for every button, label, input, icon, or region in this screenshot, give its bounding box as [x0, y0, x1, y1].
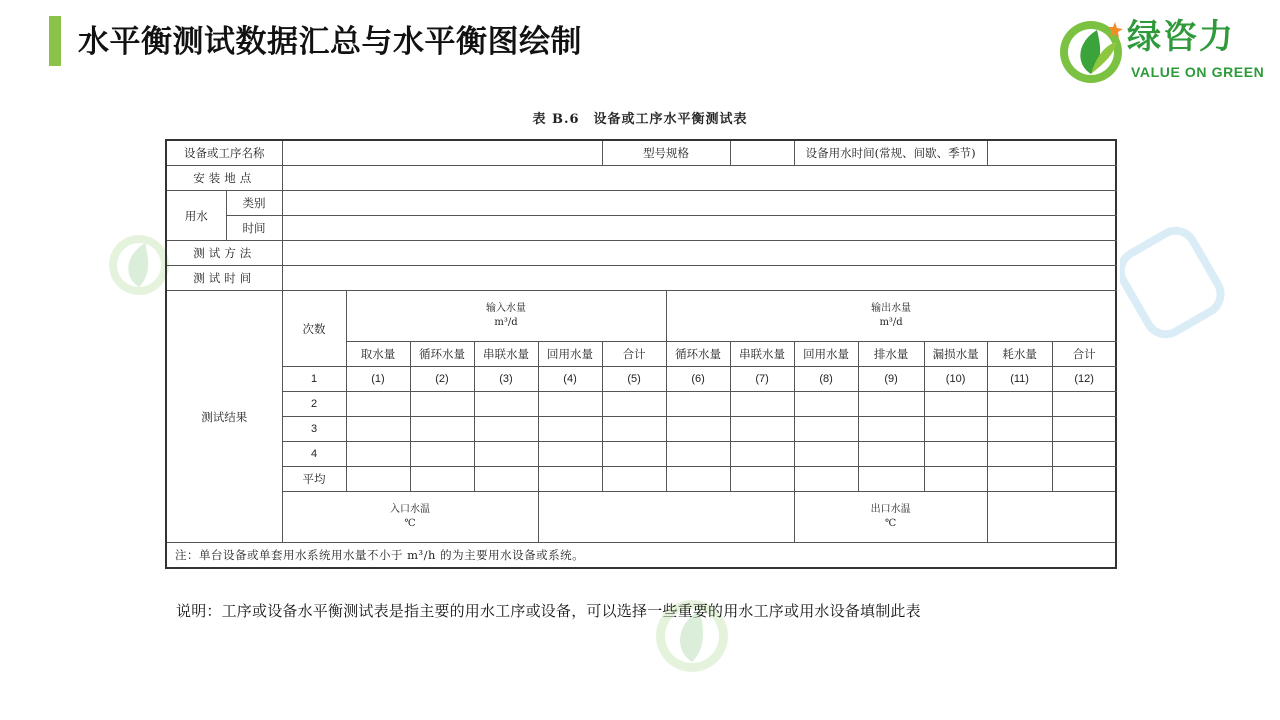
company-logo [1057, 12, 1269, 88]
data-cell[interactable] [858, 442, 924, 467]
title-accent-bar [49, 16, 61, 66]
col-header-intake: 取水量 [346, 342, 410, 367]
outlet-temp-value[interactable] [987, 492, 1116, 543]
code-cell[interactable]: (3) [474, 367, 538, 392]
code-cell[interactable]: (4) [538, 367, 602, 392]
data-cell[interactable] [538, 417, 602, 442]
data-cell[interactable] [987, 392, 1052, 417]
data-cell[interactable] [858, 392, 924, 417]
table-row [166, 467, 1116, 492]
logo-name: 绿咨力 [1127, 17, 1235, 57]
data-cell[interactable] [1052, 442, 1116, 467]
install-location-value[interactable] [282, 166, 1116, 191]
table-row [166, 442, 1116, 467]
data-cell[interactable] [794, 392, 858, 417]
table-row [166, 166, 1116, 191]
water-time-value[interactable] [987, 140, 1116, 166]
test-method-label: 测试方法 [166, 241, 282, 266]
water-time-sub-value[interactable] [282, 216, 1116, 241]
data-cell[interactable] [858, 467, 924, 492]
table-row [166, 191, 1116, 216]
data-cell[interactable] [924, 392, 987, 417]
data-cell[interactable] [474, 392, 538, 417]
table-row [166, 367, 1116, 392]
output-water-unit: m³/d [879, 317, 903, 328]
water-category-label: 类别 [226, 191, 282, 216]
table-row [166, 216, 1116, 241]
data-cell[interactable] [730, 392, 794, 417]
data-cell[interactable] [410, 442, 474, 467]
col-header-out-total: 合计 [1052, 342, 1116, 367]
inlet-temp-title: 入口水温 [390, 504, 430, 515]
col-header-out-series: 串联水量 [730, 342, 794, 367]
data-cell[interactable] [794, 467, 858, 492]
code-cell[interactable]: (12) [1052, 367, 1116, 392]
col-header-leakage: 漏损水量 [924, 342, 987, 367]
data-cell[interactable] [602, 392, 666, 417]
data-cell[interactable] [730, 467, 794, 492]
leaf-icon [1057, 12, 1129, 88]
data-cell[interactable] [666, 442, 730, 467]
input-water-unit: m³/d [494, 317, 518, 328]
data-cell[interactable] [474, 442, 538, 467]
data-cell[interactable] [794, 442, 858, 467]
install-location-label: 安装地点 [166, 166, 282, 191]
water-category-value[interactable] [282, 191, 1116, 216]
code-cell[interactable]: (7) [730, 367, 794, 392]
output-water-title: 输出水量 [871, 303, 912, 314]
data-cell[interactable] [987, 467, 1052, 492]
data-cell[interactable] [730, 417, 794, 442]
data-cell[interactable] [924, 417, 987, 442]
table-row [166, 417, 1116, 442]
col-header-consumption: 耗水量 [987, 342, 1052, 367]
outlet-temp-title: 出口水温 [870, 504, 911, 515]
data-cell[interactable] [1052, 467, 1116, 492]
row-index: 2 [282, 392, 346, 417]
inlet-temp-label [282, 492, 538, 543]
count-label: 次数 [282, 291, 346, 367]
data-cell[interactable] [538, 442, 602, 467]
outlet-temp-label [794, 492, 987, 543]
data-cell[interactable] [602, 417, 666, 442]
data-cell[interactable] [666, 417, 730, 442]
table-note: 注：单台设备或单套用水系统用水量不小于 m³/h 的为主要用水设备或系统。 [166, 543, 1116, 569]
data-cell[interactable] [730, 442, 794, 467]
data-cell[interactable] [538, 467, 602, 492]
table-row [166, 140, 1116, 166]
data-cell[interactable] [924, 442, 987, 467]
code-cell[interactable]: (2) [410, 367, 474, 392]
model-label: 型号规格 [602, 140, 730, 166]
table-row [166, 266, 1116, 291]
data-cell[interactable] [346, 392, 410, 417]
water-time-label: 设备用水时间(常规、间歇、季节) [794, 140, 987, 166]
data-cell[interactable] [410, 417, 474, 442]
data-cell[interactable] [1052, 392, 1116, 417]
water-use-label: 用水 [166, 191, 226, 241]
data-cell[interactable] [346, 417, 410, 442]
test-time-value[interactable] [282, 266, 1116, 291]
row-index: 4 [282, 442, 346, 467]
code-cell[interactable]: (10) [924, 367, 987, 392]
logo-tagline: VALUE ON GREEN [1131, 64, 1265, 80]
row-index: 1 [282, 367, 346, 392]
code-cell[interactable]: (6) [666, 367, 730, 392]
col-header-in-reuse: 回用水量 [538, 342, 602, 367]
table-row [166, 543, 1116, 569]
inlet-temp-unit: ℃ [404, 518, 416, 529]
data-cell[interactable] [474, 467, 538, 492]
inlet-temp-value[interactable] [538, 492, 794, 543]
code-cell[interactable]: (5) [602, 367, 666, 392]
watermark-logo-icon [1120, 215, 1230, 345]
code-cell[interactable]: (1) [346, 367, 410, 392]
code-cell[interactable]: (11) [987, 367, 1052, 392]
table-row [166, 241, 1116, 266]
row-index: 3 [282, 417, 346, 442]
data-cell[interactable] [1052, 417, 1116, 442]
data-cell[interactable] [346, 467, 410, 492]
page-title: 水平衡测试数据汇总与水平衡图绘制 [78, 24, 582, 60]
data-cell[interactable] [410, 392, 474, 417]
description-text: 说明：工序或设备水平衡测试表是指主要的用水工序或设备，可以选择一些重要的用水工序或用水设备填制此表 [176, 602, 921, 620]
data-cell[interactable] [987, 442, 1052, 467]
table-row [166, 291, 1116, 342]
table-row [166, 492, 1116, 543]
output-water-header [666, 291, 1116, 342]
data-cell[interactable] [410, 467, 474, 492]
equipment-name-value[interactable] [282, 140, 602, 166]
data-cell[interactable] [666, 467, 730, 492]
data-cell[interactable] [924, 467, 987, 492]
row-index-average: 平均 [282, 467, 346, 492]
data-cell[interactable] [794, 417, 858, 442]
input-water-header [346, 291, 666, 342]
col-header-in-series: 串联水量 [474, 342, 538, 367]
water-balance-test-table [165, 139, 1117, 569]
outlet-temp-unit: ℃ [884, 518, 897, 529]
col-header-in-total: 合计 [602, 342, 666, 367]
equipment-name-label: 设备或工序名称 [166, 140, 282, 166]
code-cell[interactable]: (9) [858, 367, 924, 392]
input-water-title: 输入水量 [486, 303, 527, 314]
test-results-label: 测试结果 [166, 291, 282, 543]
data-cell[interactable] [858, 417, 924, 442]
code-cell[interactable]: (8) [794, 367, 858, 392]
test-time-label: 测试时间 [166, 266, 282, 291]
col-header-out-circulating: 循环水量 [666, 342, 730, 367]
data-cell[interactable] [602, 467, 666, 492]
test-method-value[interactable] [282, 241, 1116, 266]
data-cell[interactable] [666, 392, 730, 417]
table-caption: 表 B.6 设备或工序水平衡测试表 [532, 112, 748, 127]
col-header-drainage: 排水量 [858, 342, 924, 367]
water-time-sub-label: 时间 [226, 216, 282, 241]
data-cell[interactable] [602, 442, 666, 467]
col-header-out-reuse: 回用水量 [794, 342, 858, 367]
data-cell[interactable] [987, 417, 1052, 442]
model-value[interactable] [730, 140, 794, 166]
table-row [166, 392, 1116, 417]
data-cell[interactable] [474, 417, 538, 442]
data-cell[interactable] [538, 392, 602, 417]
col-header-in-circulating: 循环水量 [410, 342, 474, 367]
data-cell[interactable] [346, 442, 410, 467]
